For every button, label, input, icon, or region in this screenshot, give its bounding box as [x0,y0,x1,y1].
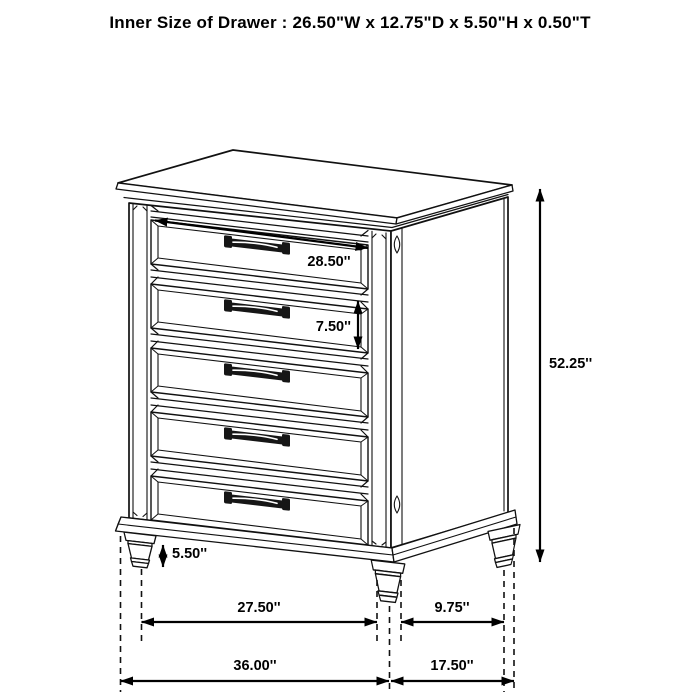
label-overall-width: 36.00'' [233,658,277,674]
label-drawer-face-height: 7.50'' [315,319,351,335]
diagram-title: Inner Size of Drawer : 26.50"W x 12.75"D x 5.50"H x 0.50"T [109,13,591,32]
label-front-leg-span: 27.50'' [237,600,281,616]
label-overall-height: 52.25'' [549,356,593,372]
chest-drawing [116,150,521,604]
label-overall-depth: 17.50'' [430,658,474,674]
side-face [391,197,508,548]
label-top-drawer-width: 28.50'' [307,254,351,270]
front-left-leg [124,532,156,569]
back-right-leg [488,525,520,570]
label-side-leg-span: 9.75'' [434,600,470,616]
label-leg-height: 5.50'' [172,546,208,562]
